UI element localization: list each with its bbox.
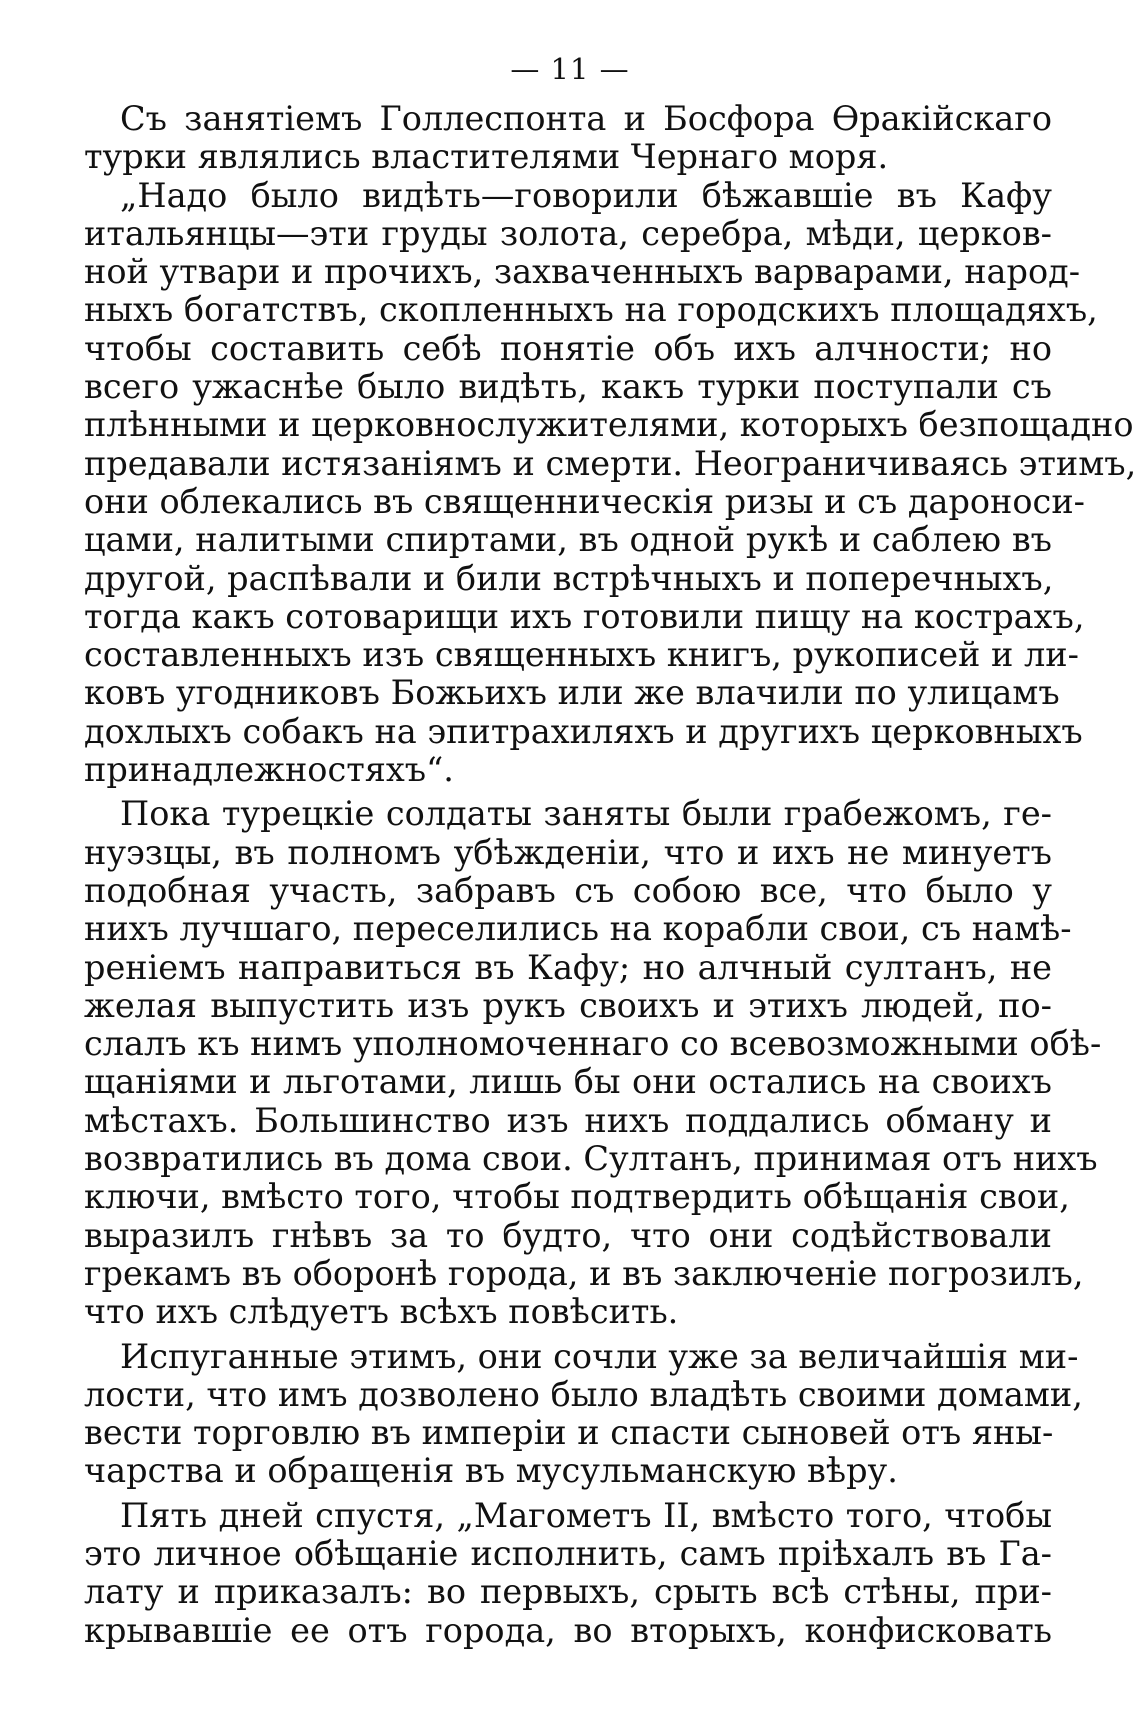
text-line: выразилъ гнѣвъ за то будто, что они содѣйствовали [84,1215,1052,1255]
text-line: итальянцы—эти груды золота, серебра, мѣди, церков- [84,213,1052,253]
paragraph-2 [84,175,1137,790]
text-line: ныхъ богатствъ, скопленныхъ на городскихъ площадяхъ, [84,290,1098,330]
text-line: Пять дней спустя, „Магометъ II, вмѣсто того, чтобы [120,1495,1052,1535]
text-line: принадлежностяхъ“. [84,750,454,790]
body-text [84,99,1137,1650]
page-number: — 11 — [510,52,630,86]
text-line: желая выпустить изъ рукъ своихъ и этихъ людей, по- [84,985,1052,1025]
text-line: грекамъ въ оборонѣ города, и въ заключеніе погрозилъ, [84,1253,1084,1293]
text-line: другой, распѣвали и били встрѣчныхъ и поперечныхъ, [84,558,1054,598]
text-line: лату и приказалъ: во первыхъ, срыть всѣ стѣны, при- [84,1572,1052,1612]
text-line: ковъ угодниковъ Божьихъ или же влачили по улицамъ [84,673,1060,713]
text-line: нихъ лучшаго, переселились на корабли свои, съ намѣ- [84,909,1072,949]
text-line: „Надо было видѣть—говорили бѣжавшіе въ Кафу [120,175,1052,215]
text-line: подобная участь, забравъ съ собою все, что было у [84,870,1052,910]
text-line: щаніями и льготами, лишь бы они остались на своихъ [84,1062,1052,1102]
paragraph-5 [84,1497,1052,1650]
text-line: слалъ къ нимъ уполномоченнаго со всевозможными обѣ- [84,1024,1102,1064]
text-line: лости, что имъ дозволено было владѣть своими домами, [84,1374,1083,1414]
text-line: Пока турецкіе солдаты заняты были грабежомъ, ге- [120,794,1052,834]
text-line: они облекались въ священническія ризы и съ дароноси- [84,481,1085,521]
text-line: нуэзцы, въ полномъ убѣжденіи, что и ихъ не минуетъ [84,832,1052,872]
text-line: что ихъ слѣдуетъ всѣхъ повѣсить. [84,1292,679,1332]
text-line: Испуганные этимъ, они сочли уже за величайшія ми- [120,1336,1079,1376]
text-line: плѣнными и церковнослужителями, которыхъ безпощадно [84,405,1134,445]
paragraph-3 [84,794,1102,1332]
text-line: предавали истязаніямъ и смерти. Неограничиваясь этимъ, [84,443,1137,483]
text-line: мѣстахъ. Большинство изъ нихъ поддались обману и [84,1100,1052,1140]
text-line: дохлыхъ собакъ на эпитрахиляхъ и другихъ церковныхъ [84,711,1083,751]
text-line: тогда какъ сотоварищи ихъ готовили пищу на кострахъ, [84,596,1085,636]
text-line: всего ужаснѣе было видѣть, какъ турки поступали съ [84,367,1052,407]
text-line: вести торговлю въ имперіи и спасти сыновей отъ яны- [84,1413,1054,1453]
text-line: ной утвари и прочихъ, захваченныхъ варварами, народ- [84,252,1081,292]
text-line: составленныхъ изъ священныхъ книгъ, рукописей и ли- [84,635,1079,675]
text-line: ключи, вмѣсто того, чтобы подтвердить обѣщанія свои, [84,1177,1070,1217]
text-line: Съ занятіемъ Голлеспонта и Босфора Ѳракійскаго [120,99,1052,138]
text-line: возвратились въ дома свои. Султанъ, принимая отъ нихъ [84,1139,1098,1179]
text-line: реніемъ направиться въ Кафу; но алчный султанъ, не [84,947,1052,987]
paragraph-4 [84,1336,1083,1491]
text-line: крывавшіе ее отъ города, во вторыхъ, конфисковать [84,1610,1052,1650]
text-line: турки являлись властителями Чернаго моря. [84,137,889,177]
paragraph-1 [84,100,1052,177]
text-line: чарства и обращенія въ мусульманскую вѣру. [84,1451,898,1491]
text-line: это личное обѣщаніе исполнить, самъ пріѣхалъ въ Га- [84,1533,1052,1573]
text-line: чтобы составить себѣ понятіе объ ихъ алчности; но [84,328,1052,368]
text-line: цами, налитыми спиртами, въ одной рукѣ и саблею въ [84,520,1052,560]
